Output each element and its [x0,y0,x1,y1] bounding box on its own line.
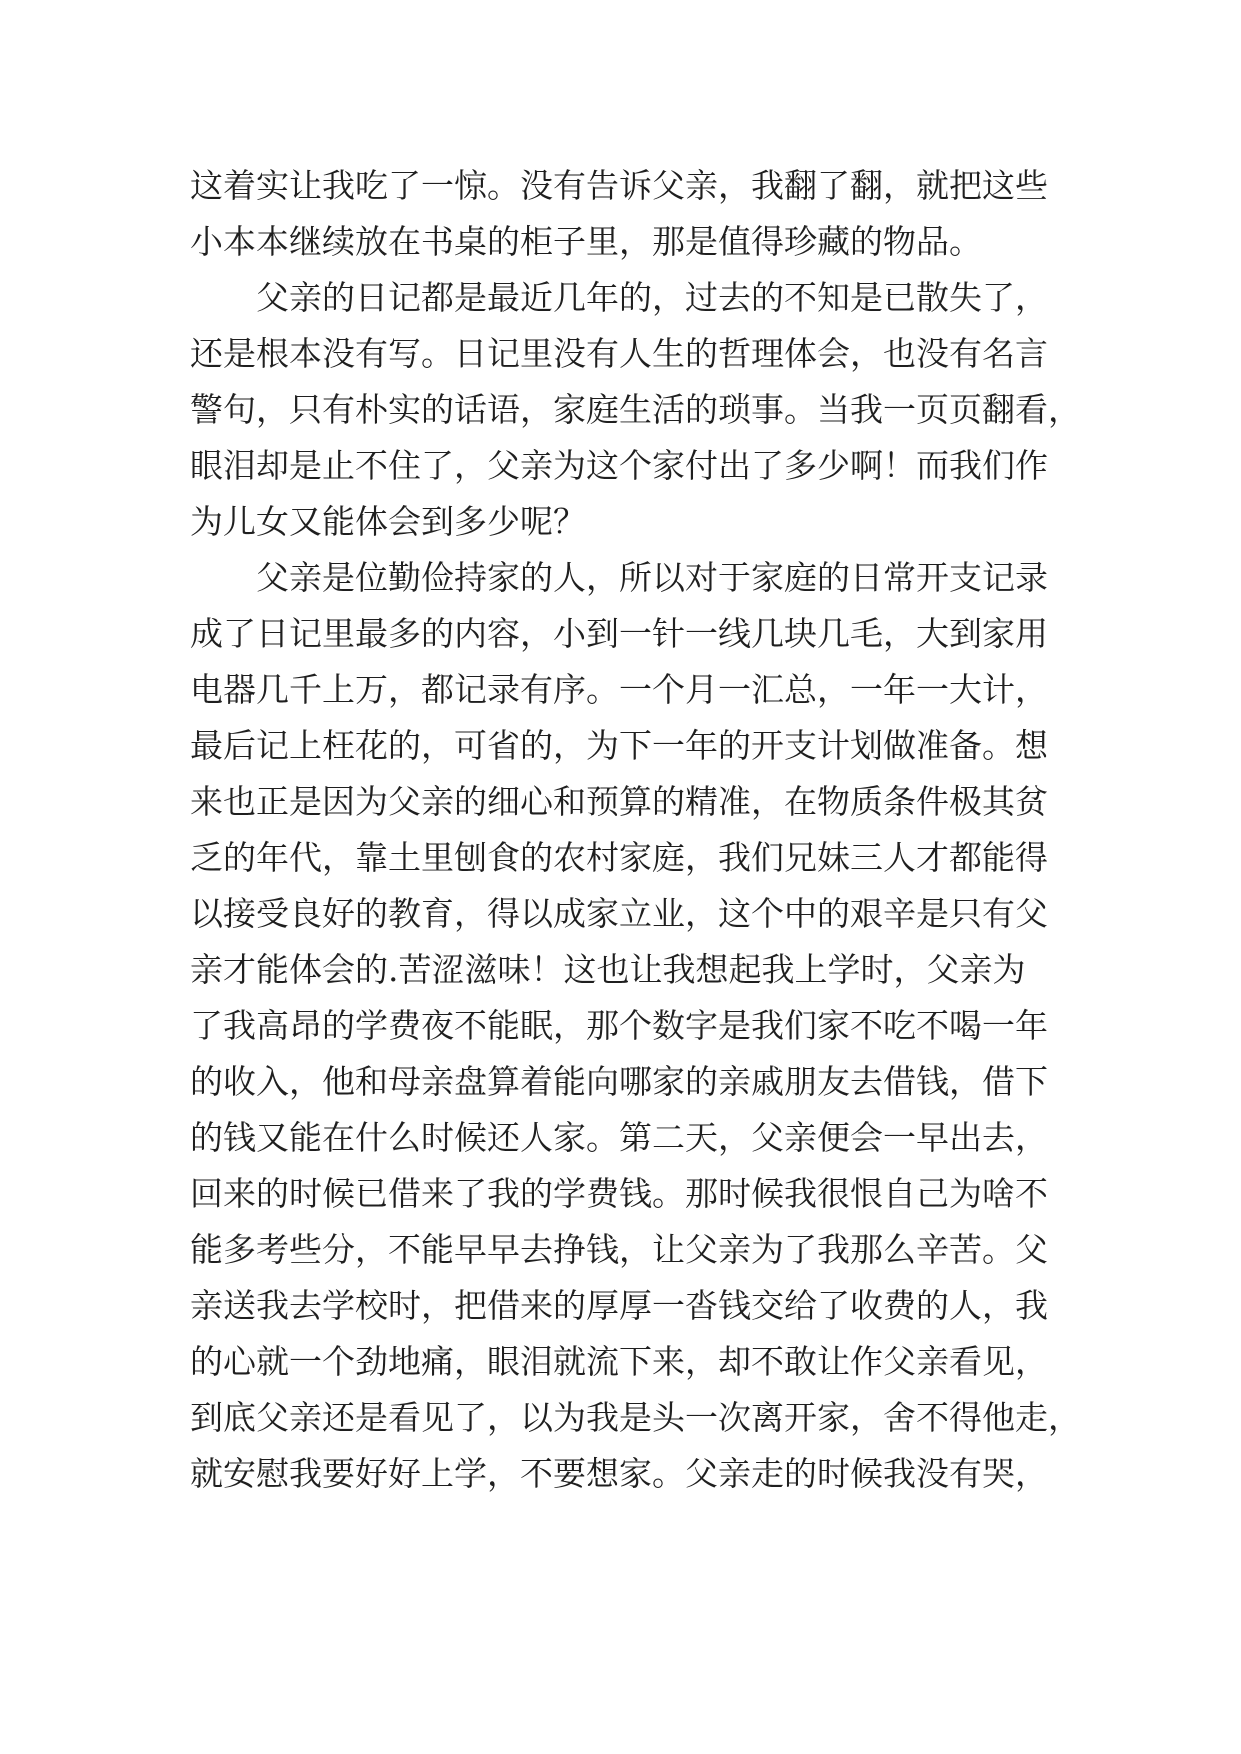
text-line-18: 的钱又能在什么时候还人家。第二天，父亲便会一早出去， [190,1118,1048,1157]
text-line-15: 亲才能体会的.苦涩滋味！这也让我想起我上学时，父亲为 [190,950,1026,989]
text-line-2: 小本本继续放在书桌的柜子里，那是值得珍藏的物品。 [190,222,982,261]
text-line-12: 来也正是因为父亲的细心和预算的精准，在物质条件极其贫 [190,782,1048,821]
body-text [190,158,1081,1502]
text-line-21: 亲送我去学校时，把借来的厚厚一沓钱交给了收费的人，我 [190,1286,1048,1325]
text-line-17: 的收入，他和母亲盘算着能向哪家的亲戚朋友去借钱，借下 [190,1062,1048,1101]
text-line-11: 最后记上枉花的，可省的，为下一年的开支计划做准备。想 [190,726,1048,765]
text-line-16: 了我高昂的学费夜不能眠，那个数字是我们家不吃不喝一年 [190,1006,1048,1045]
text-line-24: 就安慰我要好好上学，不要想家。父亲走的时候我没有哭， [190,1454,1048,1493]
text-line-23: 到底父亲还是看见了，以为我是头一次离开家，舍不得他走， [190,1398,1081,1437]
text-line-3: 父亲的日记都是最近几年的，过去的不知是已散失了， [190,278,1048,317]
text-line-19: 回来的时候已借来了我的学费钱。那时候我很恨自己为啥不 [190,1174,1048,1213]
text-line-8: 父亲是位勤俭持家的人，所以对于家庭的日常开支记录 [190,558,1048,597]
text-line-22: 的心就一个劲地痛，眼泪就流下来，却不敢让作父亲看见， [190,1342,1048,1381]
text-line-1: 这着实让我吃了一惊。没有告诉父亲，我翻了翻，就把这些 [190,166,1048,205]
text-line-10: 电器几千上万，都记录有序。一个月一汇总，一年一大计， [190,670,1048,709]
text-line-5: 警句，只有朴实的话语，家庭生活的琐事。当我一页页翻看， [190,390,1081,429]
text-line-6: 眼泪却是止不住了，父亲为这个家付出了多少啊！而我们作 [190,446,1048,485]
text-line-4: 还是根本没有写。日记里没有人生的哲理体会，也没有名言 [190,334,1048,373]
text-line-13: 乏的年代，靠土里刨食的农村家庭，我们兄妹三人才都能得 [190,838,1048,877]
text-line-14: 以接受良好的教育，得以成家立业，这个中的艰辛是只有父 [190,894,1048,933]
text-line-7: 为儿女又能体会到多少呢？ [190,502,586,541]
text-line-20: 能多考些分，不能早早去挣钱，让父亲为了我那么辛苦。父 [190,1230,1048,1269]
text-line-9: 成了日记里最多的内容，小到一针一线几块几毛，大到家用 [190,614,1048,653]
